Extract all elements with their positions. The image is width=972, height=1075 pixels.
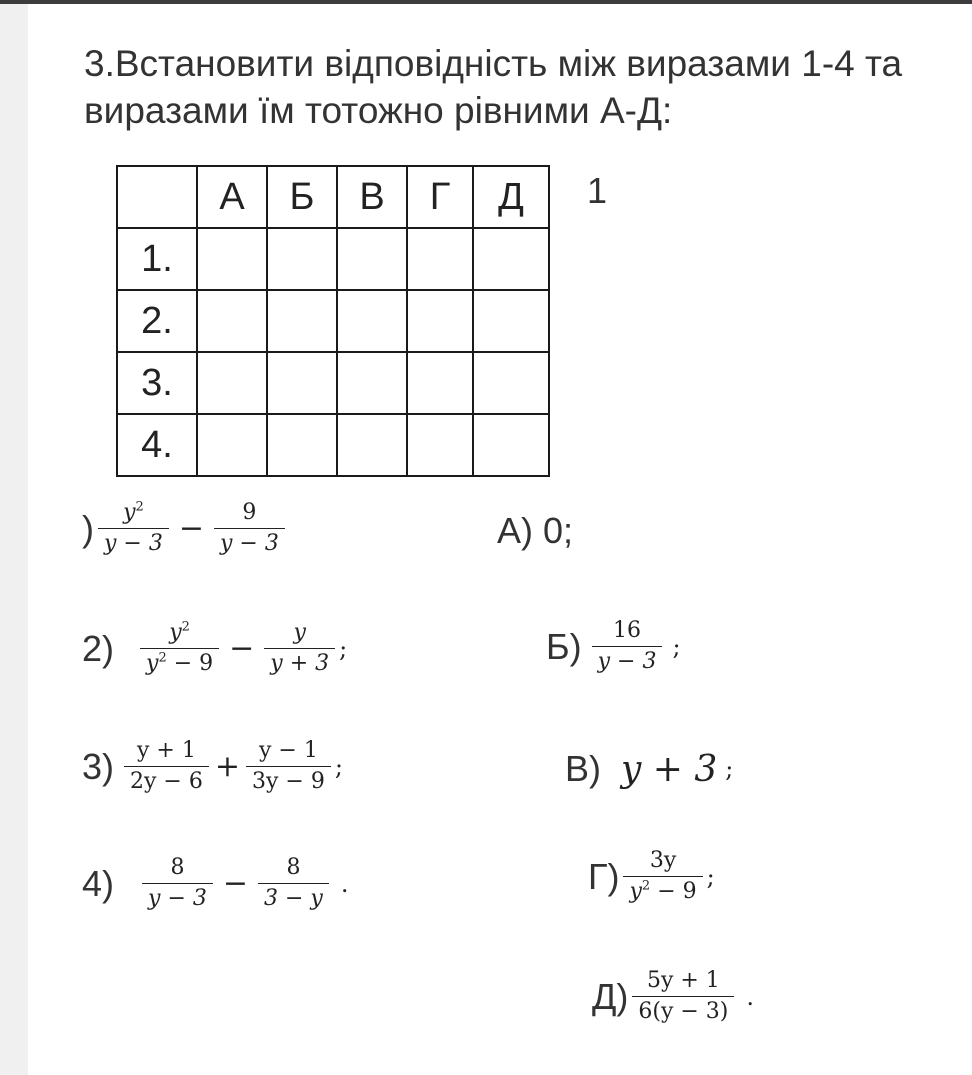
grid-cell[interactable] xyxy=(337,290,407,352)
top-border xyxy=(0,0,972,4)
grid-cell[interactable] xyxy=(267,290,337,352)
expression: y + 3 xyxy=(621,748,718,790)
grid-cell[interactable] xyxy=(267,414,337,476)
grid-row-label: 4. xyxy=(117,414,197,476)
denominator: y + 3 xyxy=(264,648,335,677)
operator: + xyxy=(214,749,240,784)
denominator-rest: − 9 xyxy=(166,651,214,676)
terminator: ; xyxy=(334,752,343,781)
numerator: y xyxy=(123,500,136,525)
grid-cell[interactable] xyxy=(197,352,267,414)
numerator: 8 xyxy=(170,855,185,880)
answer-v-label: В) xyxy=(565,748,601,789)
expression-2 xyxy=(82,620,347,677)
answer-b xyxy=(546,618,681,675)
denominator: 6(y − 3) xyxy=(632,996,734,1025)
denominator: y − 3 xyxy=(98,528,169,557)
answer-a xyxy=(497,510,573,552)
numerator: y xyxy=(293,620,306,645)
grid-cell[interactable] xyxy=(197,290,267,352)
exponent: 2 xyxy=(181,619,190,635)
expression-1-label: ) xyxy=(82,507,94,549)
grid-col-v: В xyxy=(337,166,407,228)
grid-cell[interactable] xyxy=(407,290,473,352)
grid-cell[interactable] xyxy=(337,414,407,476)
grid-row xyxy=(117,352,549,414)
answer-a-label: А) 0; xyxy=(497,510,574,551)
answer-d xyxy=(592,968,754,1025)
denominator: y − 3 xyxy=(592,646,663,675)
numerator: y + 1 xyxy=(137,738,196,763)
denominator-rest: − 9 xyxy=(650,879,697,904)
grid-col-b: Б xyxy=(267,166,337,228)
fraction xyxy=(632,968,734,1025)
grid-col-g: Г xyxy=(407,166,473,228)
grid-row-label: 3. xyxy=(117,352,197,414)
expression-2-label: 2) xyxy=(82,627,115,669)
grid-cell[interactable] xyxy=(473,290,549,352)
grid-cell[interactable] xyxy=(473,414,549,476)
fraction xyxy=(142,855,213,912)
expression-3 xyxy=(82,738,343,795)
grid-col-a: А xyxy=(197,166,267,228)
grid-cell[interactable] xyxy=(407,352,473,414)
denominator: y − 3 xyxy=(142,883,213,912)
operator: − xyxy=(229,631,255,666)
terminator: ; xyxy=(725,755,734,783)
grid-row-label: 1. xyxy=(117,228,197,290)
grid-cell[interactable] xyxy=(267,228,337,290)
answer-g-label: Г) xyxy=(588,855,620,897)
grid-cell[interactable] xyxy=(407,228,473,290)
numerator: y − 1 xyxy=(258,738,318,763)
fraction xyxy=(124,738,209,795)
denominator: y xyxy=(629,879,642,904)
denominator: 2y − 6 xyxy=(124,766,209,795)
fraction xyxy=(214,500,285,557)
grid-cell[interactable] xyxy=(337,352,407,414)
grid-row xyxy=(117,228,549,290)
denominator: 3 − y xyxy=(258,883,329,912)
grid-header-row xyxy=(117,166,549,228)
expression-4 xyxy=(82,855,349,912)
answer-b-label: Б) xyxy=(546,625,582,667)
terminator: . xyxy=(340,869,349,898)
terminator: ; xyxy=(672,632,681,661)
side-note: 1 xyxy=(587,170,608,211)
grid-row xyxy=(117,414,549,476)
operator: − xyxy=(178,511,204,546)
grid-cell[interactable] xyxy=(267,352,337,414)
grid-cell[interactable] xyxy=(407,414,473,476)
answer-v xyxy=(565,748,733,790)
grid-cell[interactable] xyxy=(337,228,407,290)
exponent: 2 xyxy=(158,650,167,666)
fraction xyxy=(140,620,219,677)
grid-cell[interactable] xyxy=(197,414,267,476)
grid-corner-cell xyxy=(117,166,197,228)
terminator: . xyxy=(746,982,755,1011)
fraction xyxy=(258,855,329,912)
numerator: 9 xyxy=(242,500,257,525)
numerator: 3y xyxy=(649,848,677,873)
fraction xyxy=(264,620,335,677)
fraction xyxy=(623,848,702,905)
grid-cell[interactable] xyxy=(197,228,267,290)
grid-cell[interactable] xyxy=(473,228,549,290)
left-margin-strip xyxy=(0,4,28,1075)
fraction xyxy=(592,618,663,675)
expression-3-label: 3) xyxy=(82,745,115,787)
expression-4-label: 4) xyxy=(82,862,115,904)
denominator: 3y − 9 xyxy=(246,766,331,795)
terminator: ; xyxy=(339,634,348,663)
terminator: ; xyxy=(706,862,715,891)
exponent: 2 xyxy=(135,499,144,515)
answer-g xyxy=(588,848,715,905)
expression-1 xyxy=(82,500,289,557)
numerator: 8 xyxy=(286,855,301,880)
denominator: y xyxy=(146,651,159,676)
numerator: 16 xyxy=(613,618,642,643)
operator: − xyxy=(222,866,249,901)
exponent: 2 xyxy=(641,878,651,894)
task-heading: 3.Встановити відповідність між виразами 1-4 та виразами їм тотожно рівними А-Д: xyxy=(84,43,903,131)
grid-row xyxy=(117,290,549,352)
grid-cell[interactable] xyxy=(473,352,549,414)
denominator: y − 3 xyxy=(214,528,285,557)
numerator: y xyxy=(169,620,182,645)
grid-row-label: 2. xyxy=(117,290,197,352)
numerator: 5y + 1 xyxy=(646,968,720,993)
answer-d-label: Д) xyxy=(592,975,629,1017)
grid-col-d: Д xyxy=(473,166,549,228)
fraction xyxy=(98,500,169,557)
fraction xyxy=(246,738,331,795)
answer-grid xyxy=(116,165,550,477)
